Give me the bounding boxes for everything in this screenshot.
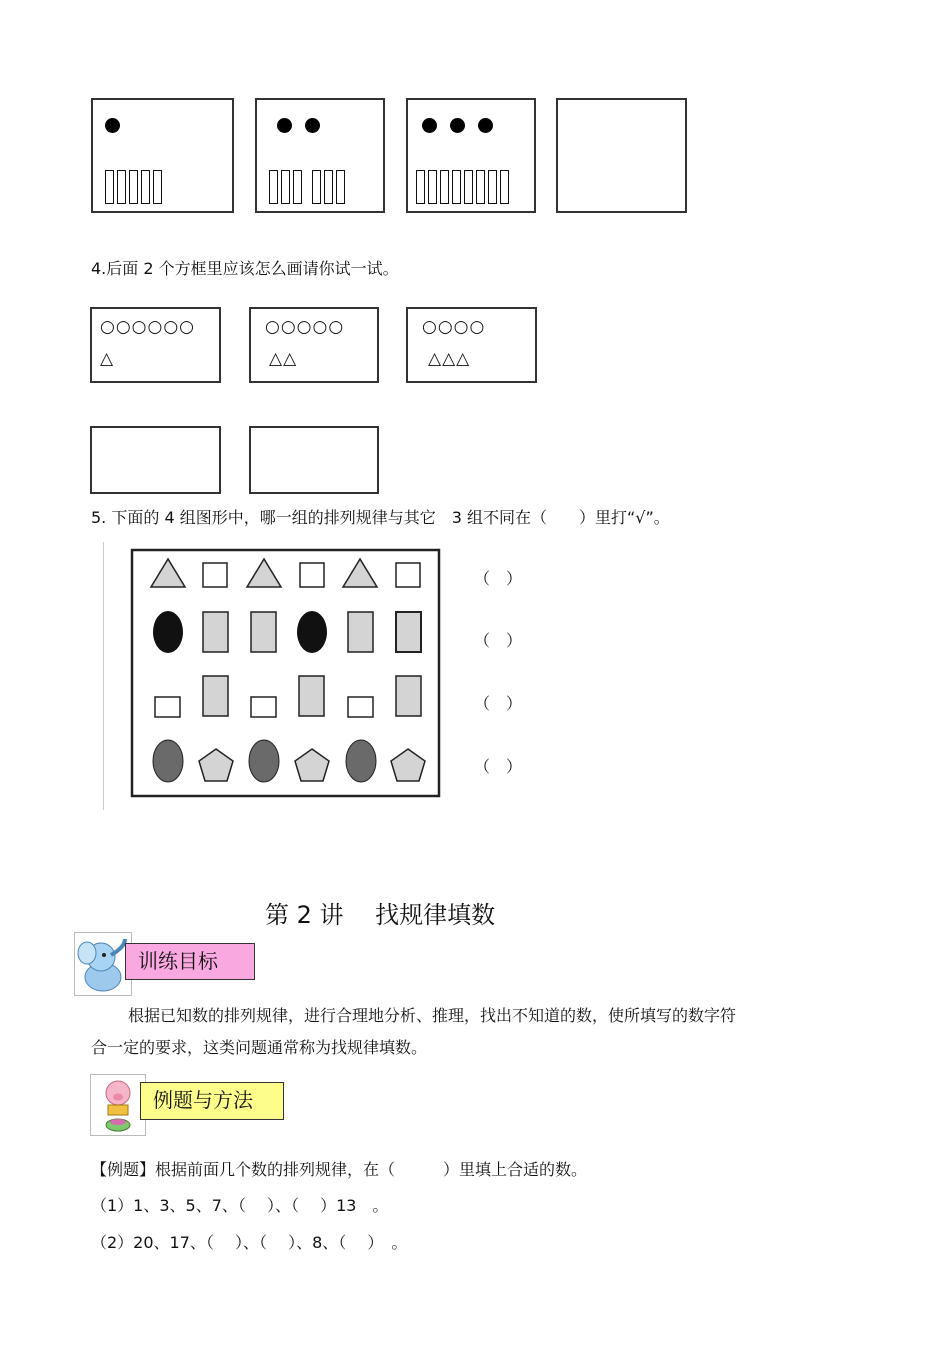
shape-grid-svg bbox=[104, 542, 465, 810]
stick-icon bbox=[129, 170, 138, 204]
pig-mascot-icon bbox=[90, 1074, 146, 1136]
example-intro: 【例题】根据前面几个数的排列规律，在（ ）里填上合适的数。 bbox=[91, 1160, 588, 1179]
rectangle-icon bbox=[348, 612, 373, 652]
stick-icon bbox=[416, 170, 425, 204]
pattern-box-3 bbox=[406, 98, 536, 213]
stick-icon bbox=[488, 170, 497, 204]
stick-icon bbox=[428, 170, 437, 204]
answer-blank-row-1[interactable]: （ ） bbox=[474, 569, 523, 588]
square-icon bbox=[396, 563, 420, 587]
dot-icon bbox=[478, 118, 493, 133]
stick-icon bbox=[464, 170, 473, 204]
stick-icon bbox=[476, 170, 485, 204]
examples-methods-label: 例题与方法 bbox=[140, 1082, 284, 1120]
dot-icon bbox=[422, 118, 437, 133]
goal-paragraph-line-2: 合一定的要求，这类问题通常称为找规律填数。 bbox=[91, 1038, 428, 1057]
stick-icon bbox=[312, 170, 321, 204]
pig-icon bbox=[91, 1075, 145, 1135]
oval-icon bbox=[153, 611, 183, 653]
shape-grid-figure bbox=[103, 542, 465, 810]
small-rectangle-icon bbox=[251, 697, 276, 717]
small-rectangle-icon bbox=[348, 697, 373, 717]
tall-rectangle-icon bbox=[203, 676, 228, 716]
oval-icon bbox=[297, 611, 327, 653]
dot-icon bbox=[450, 118, 465, 133]
q4-answer-box-2[interactable] bbox=[249, 426, 379, 494]
rectangle-icon bbox=[251, 612, 276, 652]
stick-icon bbox=[336, 170, 345, 204]
answer-blank-row-2[interactable]: （ ） bbox=[474, 631, 523, 650]
oval-icon bbox=[153, 740, 183, 782]
circles-row: ○○○○○○ bbox=[100, 317, 196, 337]
rectangle-icon bbox=[396, 612, 421, 652]
tall-rectangle-icon bbox=[299, 676, 324, 716]
stick-icon bbox=[105, 170, 114, 204]
pattern-box-empty[interactable] bbox=[556, 98, 687, 213]
stick-icon bbox=[500, 170, 509, 204]
q4-box-3 bbox=[406, 307, 537, 383]
square-icon bbox=[203, 563, 227, 587]
dot-icon bbox=[105, 118, 120, 133]
triangles-row: △△ bbox=[269, 349, 298, 369]
small-rectangle-icon bbox=[155, 697, 180, 717]
stick-icon bbox=[281, 170, 290, 204]
answer-blank-row-4[interactable]: （ ） bbox=[474, 757, 523, 776]
dot-icon bbox=[305, 118, 320, 133]
question-5-text: 5. 下面的 4 组图形中，哪一组的排列规律与其它 3 组不同在（ ）里打“√”。 bbox=[91, 508, 670, 527]
answer-blank-row-3[interactable]: （ ） bbox=[474, 694, 523, 713]
example-2: （2）20、17、（ ）、（ ）、8、（ ） 。 bbox=[91, 1233, 408, 1252]
stick-icon bbox=[293, 170, 302, 204]
tall-rectangle-icon bbox=[396, 676, 421, 716]
stick-icon bbox=[440, 170, 449, 204]
goal-paragraph-line-1: 根据已知数的排列规律，进行合理地分析、推理，找出不知道的数，使所填写的数字符 bbox=[128, 1006, 737, 1025]
stick-icon bbox=[153, 170, 162, 204]
dot-icon bbox=[277, 118, 292, 133]
stick-icon bbox=[324, 170, 333, 204]
pattern-box-1 bbox=[91, 98, 234, 213]
circles-row: ○○○○ bbox=[422, 317, 486, 337]
pattern-box-2 bbox=[255, 98, 385, 213]
q4-box-2 bbox=[249, 307, 379, 383]
question-4-text: 4.后面 2 个方框里应该怎么画请你试一试。 bbox=[91, 259, 399, 278]
square-icon bbox=[300, 563, 324, 587]
circles-row: ○○○○○ bbox=[265, 317, 345, 337]
oval-icon bbox=[249, 740, 279, 782]
q4-box-1 bbox=[90, 307, 221, 383]
stick-icon bbox=[269, 170, 278, 204]
rectangle-icon bbox=[203, 612, 228, 652]
stick-icon bbox=[141, 170, 150, 204]
lesson-title: 第 2 讲 找规律填数 bbox=[265, 901, 496, 929]
oval-icon bbox=[346, 740, 376, 782]
stick-icon bbox=[452, 170, 461, 204]
q4-answer-box-1[interactable] bbox=[90, 426, 221, 494]
elephant-mascot-icon bbox=[74, 932, 132, 996]
elephant-icon bbox=[75, 933, 131, 995]
triangles-row: △ bbox=[100, 349, 115, 369]
triangles-row: △△△ bbox=[428, 349, 471, 369]
training-goal-label: 训练目标 bbox=[125, 943, 255, 980]
stick-icon bbox=[117, 170, 126, 204]
example-1: （1）1、3、5、7、（ ）、（ ）13 。 bbox=[91, 1196, 389, 1215]
